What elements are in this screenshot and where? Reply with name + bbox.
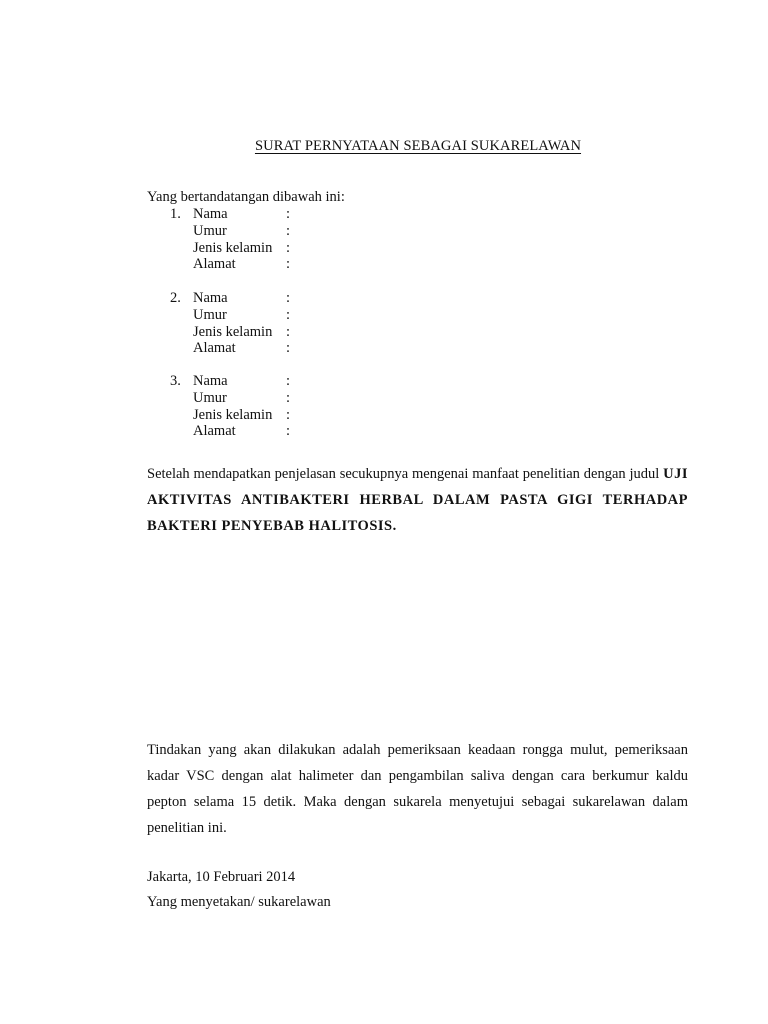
field-label: Nama: [193, 373, 228, 389]
place-date: Jakarta, 10 Februari 2014: [147, 869, 296, 885]
field-label: Alamat: [193, 256, 236, 273]
research-title: UJI AKTIVITAS ANTIBAKTERI HERBAL DALAM PASTA GIGI TERHADAP BAKTERI PENYEBAB HALITOSIS.: [147, 466, 688, 534]
field-row: [193, 340, 290, 357]
signatory-label: Yang menyetakan/ sukarelawan: [147, 894, 331, 910]
field-label: Nama: [193, 290, 228, 306]
field-row: [193, 307, 290, 324]
field-separator: :: [286, 373, 291, 389]
field-label: Jenis kelamin: [193, 406, 273, 423]
participant-number: 2.: [170, 290, 181, 306]
document-title: SURAT PERNYATAAN SEBAGAI SUKARELAWAN: [254, 138, 582, 154]
field-separator: :: [286, 423, 291, 440]
field-row: [193, 206, 290, 223]
closing-block: [147, 865, 331, 915]
paragraph-lead-text: Setelah mendapatkan penjelasan secukupnya mengenai manfaat penelitian dengan judul: [147, 466, 664, 482]
field-separator: :: [286, 239, 291, 256]
field-row: [193, 324, 290, 341]
field-separator: :: [286, 406, 291, 423]
field-row: [193, 290, 290, 307]
field-label: Jenis kelamin: [193, 323, 273, 340]
participant-entry: [147, 373, 290, 440]
field-row: [193, 390, 290, 407]
participant-number: 1.: [170, 206, 181, 222]
field-separator: :: [286, 290, 291, 306]
field-label: Umur: [193, 389, 227, 406]
field-label: Jenis kelamin: [193, 239, 273, 256]
field-row: [193, 423, 290, 440]
field-row: [193, 240, 290, 257]
field-row: [193, 256, 290, 273]
field-separator: :: [286, 323, 291, 340]
field-separator: :: [286, 340, 291, 357]
field-label: Umur: [193, 306, 227, 323]
field-label: Umur: [193, 222, 227, 239]
field-label: Alamat: [193, 340, 236, 357]
field-separator: :: [286, 256, 291, 273]
participant-number: 3.: [170, 373, 181, 389]
field-separator: :: [286, 206, 291, 222]
field-row: [193, 223, 290, 240]
intro-text: Yang bertandatangan dibawah ini:: [147, 189, 345, 205]
participant-entry: [147, 290, 290, 357]
field-row: [193, 373, 290, 390]
field-row: [193, 407, 290, 424]
field-separator: :: [286, 306, 291, 323]
participant-entry: [147, 206, 290, 273]
procedure-paragraph: Tindakan yang akan dilakukan adalah pemeriksaan keadaan rongga mulut, pemeriksaan kadar VSC dengan alat halimeter dan pengambilan saliva dengan cara berkumur kaldu pepton selama 15 detik. Maka dengan sukarela menyetujui sebagai sukarelawan dalam penelitian ini.: [147, 742, 688, 836]
field-label: Nama: [193, 206, 228, 222]
field-separator: :: [286, 389, 291, 406]
research-title-paragraph: [147, 461, 688, 539]
field-label: Alamat: [193, 423, 236, 440]
field-separator: :: [286, 222, 291, 239]
